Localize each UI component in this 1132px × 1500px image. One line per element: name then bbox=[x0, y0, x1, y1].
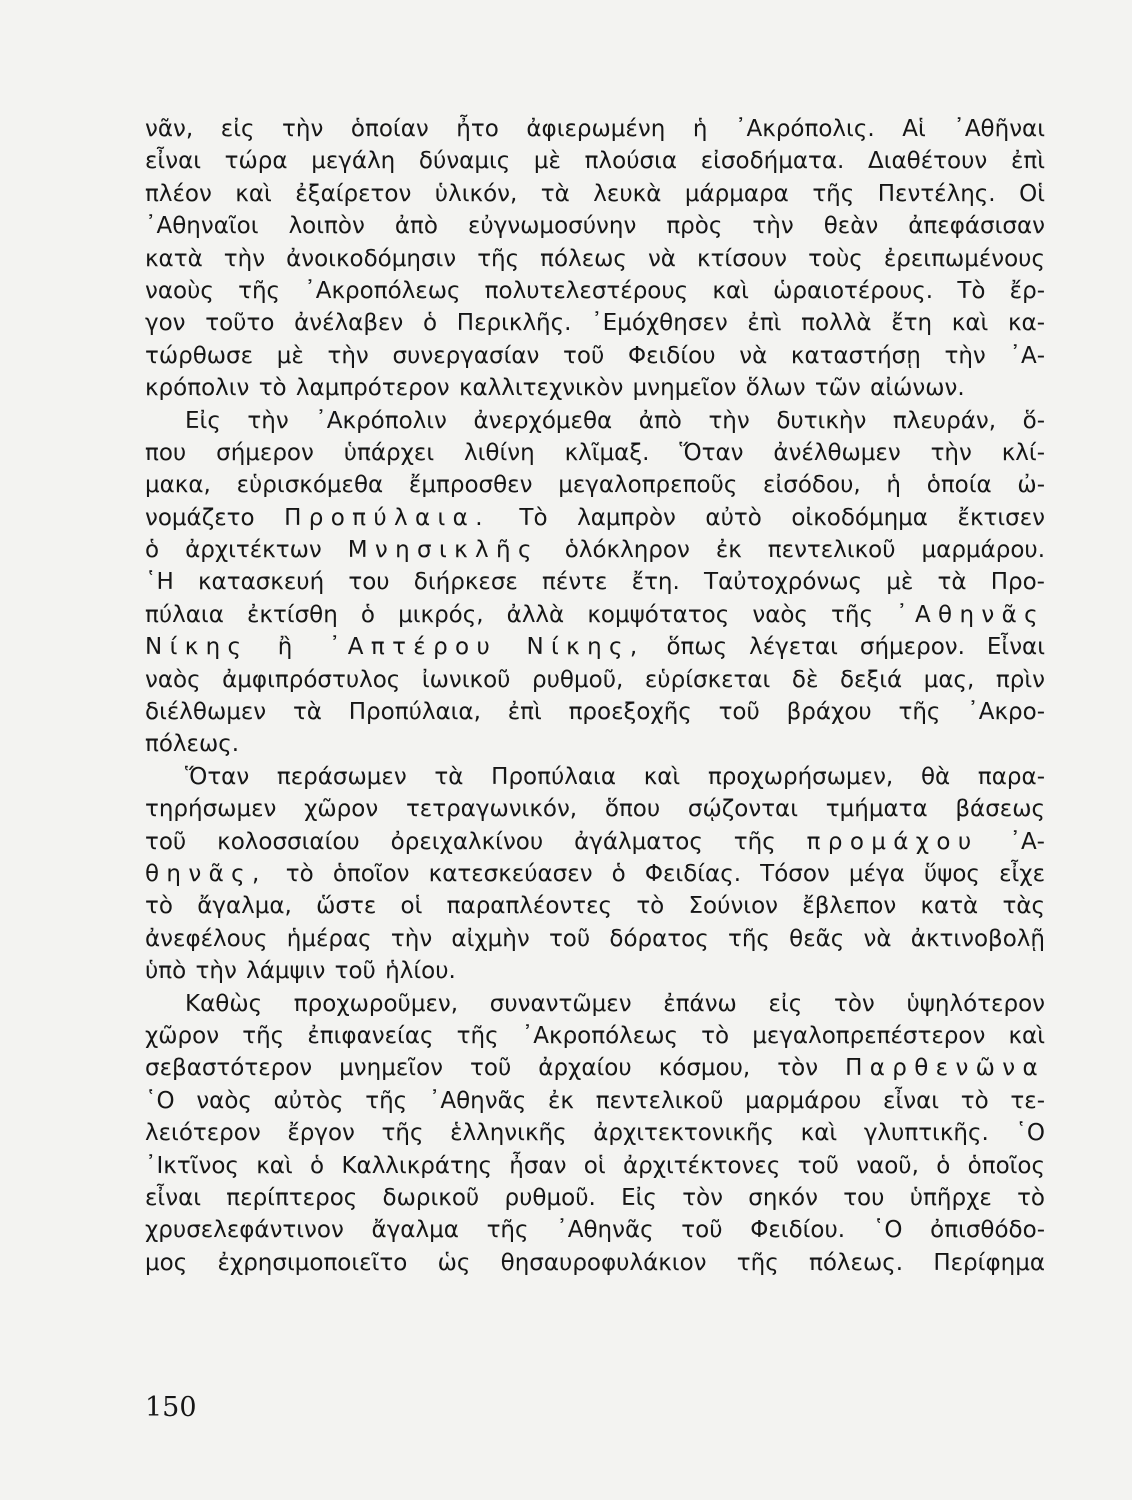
text-line bbox=[145, 826, 1045, 858]
text-segment: τὸ ὁποῖον κατεσκεύασεν ὁ Φειδίας. Τόσον μέγα ὕψος εἶχε bbox=[266, 860, 1045, 887]
text-segment: που σήμερον ὑπάρχει λιθίνη κλῖμαξ. Ὅταν ἀνέλθωμεν τὴν κλί- bbox=[145, 439, 1045, 466]
text-line bbox=[145, 178, 1045, 210]
text-segment: ὁλόκληρον ἐκ πεντελικοῦ μαρμάρου. bbox=[538, 537, 1046, 564]
text-segment: μος ἐχρησιμοποιεῖτο ὡς θησαυροφυλάκιον τῆς πόλεως. Περίφημα bbox=[145, 1249, 1045, 1276]
text-line bbox=[145, 631, 1045, 663]
text-line bbox=[145, 664, 1045, 696]
text-segment: κρόπολιν τὸ λαμπρότερον καλλιτεχνικὸν μνημεῖον ὅλων τῶν αἰώνων. bbox=[145, 375, 965, 402]
text-line bbox=[145, 599, 1045, 631]
text-line bbox=[145, 761, 1045, 793]
text-line bbox=[145, 1117, 1045, 1149]
text-line bbox=[145, 437, 1045, 469]
text-line bbox=[145, 307, 1045, 339]
text-line bbox=[145, 793, 1045, 825]
text-line bbox=[145, 372, 1045, 404]
text-segment: διέλθωμεν τὰ Προπύλαια, ἐπὶ προεξοχῆς τοῦ βράχου τῆς ᾿Ακρο- bbox=[145, 699, 1045, 726]
spaced-emphasis: Νίκης ἢ ᾿Απτέρου Νίκης, bbox=[145, 634, 645, 661]
text-segment: ὁ ἀρχιτέκτων bbox=[145, 537, 348, 564]
text-segment: τὸ ἄγαλμα, ὥστε οἱ παραπλέοντες τὸ Σούνιον ἔβλεπον κατὰ τὰς bbox=[145, 893, 1045, 920]
text-segment: ναοὺς τῆς ᾿Ακροπόλεως πολυτελεστέρους καὶ ὡραιοτέρους. Τὸ ἔρ- bbox=[145, 277, 1045, 304]
text-segment: νᾶν, εἰς τὴν ὁποίαν ἦτο ἀφιερωμένη ἡ ᾿Ακρόπολις. Αἱ ᾿Αθῆναι bbox=[145, 116, 1045, 142]
text-segment: ὑπὸ τὴν λάμψιν τοῦ ἡλίου. bbox=[145, 958, 456, 985]
text-segment: Εἰς τὴν ᾿Ακρόπολιν ἀνερχόμεθα ἀπὸ τὴν δυτικὴν πλευράν, ὅ- bbox=[185, 407, 1045, 434]
text-segment: σεβαστότερον μνημεῖον τοῦ ἀρχαίου κόσμου, τὸν bbox=[145, 1055, 846, 1082]
text-segment: λειότερον ἔργον τῆς ἑλληνικῆς ἀρχιτεκτονικῆς καὶ γλυπτικῆς. ῾Ο bbox=[145, 1120, 1045, 1147]
page-number: 150 bbox=[145, 1392, 197, 1423]
text-segment: Ὅταν περάσωμεν τὰ Προπύλαια καὶ προχωρήσωμεν, θὰ παρα- bbox=[185, 763, 1045, 790]
text-segment: πλέον καὶ ἐξαίρετον ὑλικόν, τὰ λευκὰ μάρμαρα τῆς Πεντέλης. Οἱ bbox=[145, 180, 1045, 207]
text-segment: ᾿Ικτῖνος καὶ ὁ Καλλικράτης ἦσαν οἱ ἀρχιτέκτονες τοῦ ναοῦ, ὁ ὁποῖος bbox=[145, 1152, 1045, 1179]
text-line bbox=[145, 275, 1045, 307]
text-line bbox=[145, 405, 1045, 437]
text-line bbox=[145, 469, 1045, 501]
text-segment: μακα, εὑρισκόμεθα ἔμπροσθεν μεγαλοπρεποῦς εἰσόδου, ἡ ὁποία ὠ- bbox=[145, 472, 1045, 499]
text-segment: εἶναι περίπτερος δωρικοῦ ρυθμοῦ. Εἰς τὸν σηκόν του ὑπῆρχε τὸ bbox=[145, 1184, 1045, 1211]
text-line bbox=[145, 1150, 1045, 1182]
text-line bbox=[145, 1247, 1045, 1279]
text-segment: πύλαια ἐκτίσθη ὁ μικρός, ἀλλὰ κομψότατος ναὸς τῆς bbox=[145, 601, 897, 628]
text-line bbox=[145, 145, 1045, 177]
text-segment: πόλεως. bbox=[145, 731, 240, 758]
text-line bbox=[145, 728, 1045, 760]
text-line bbox=[145, 1052, 1045, 1084]
text-line bbox=[145, 858, 1045, 890]
text-segment: ὅπως λέγεται σήμερον. Εἶναι bbox=[644, 634, 1045, 661]
text-line bbox=[145, 502, 1045, 534]
text-line bbox=[145, 988, 1045, 1020]
spaced-emphasis: Προπύλαια. bbox=[284, 504, 490, 531]
spaced-emphasis: ᾿Αθηνᾶς bbox=[896, 601, 1045, 628]
text-line bbox=[145, 210, 1045, 242]
text-line bbox=[145, 1182, 1045, 1214]
text-segment: ναὸς ἀμφιπρόστυλος ἰωνικοῦ ρυθμοῦ, εὑρίσκεται δὲ δεξιά μας, πρὶν bbox=[145, 666, 1045, 693]
body-text bbox=[145, 113, 1045, 1279]
text-line bbox=[145, 243, 1045, 275]
text-line bbox=[145, 566, 1045, 598]
text-segment: Καθὼς προχωροῦμεν, συναντῶμεν ἐπάνω εἰς τὸν ὑψηλότερον bbox=[185, 990, 1045, 1017]
text-line bbox=[145, 113, 1045, 145]
text-segment: ᾿Αθηναῖοι λοιπὸν ἀπὸ εὐγνωμοσύνην πρὸς τὴν θεὰν ἀπεφάσισαν bbox=[145, 213, 1045, 240]
text-line bbox=[145, 923, 1045, 955]
text-segment: ᾿Α- bbox=[978, 828, 1045, 855]
text-line bbox=[145, 1085, 1045, 1117]
spaced-emphasis: Παρθενῶνα bbox=[845, 1055, 1045, 1082]
text-segment: ῾Ο ναὸς αὐτὸς τῆς ᾿Αθηνᾶς ἐκ πεντελικοῦ μαρμάρου εἶναι τὸ τε- bbox=[145, 1087, 1045, 1114]
text-segment: νομάζετο bbox=[145, 504, 285, 531]
text-line bbox=[145, 534, 1045, 566]
text-line bbox=[145, 955, 1045, 987]
text-segment: τηρήσωμεν χῶρον τετραγωνικόν, ὅπου σῴζονται τμήματα βάσεως bbox=[145, 796, 1045, 823]
text-segment: Τὸ λαμπρὸν αὐτὸ οἰκοδόμημα ἔκτισεν bbox=[489, 504, 1045, 531]
text-line bbox=[145, 1020, 1045, 1052]
text-segment: τώρθωσε μὲ τὴν συνεργασίαν τοῦ Φειδίου νὰ καταστήσῃ τὴν ᾿Α- bbox=[145, 342, 1045, 369]
text-segment: ἀνεφέλους ἡμέρας τὴν αἰχμὴν τοῦ δόρατος τῆς θεᾶς νὰ ἀκτινοβολῇ bbox=[145, 925, 1045, 952]
text-segment: κατὰ τὴν ἀνοικοδόμησιν τῆς πόλεως νὰ κτίσουν τοὺς ἐρειπωμένους bbox=[145, 245, 1045, 272]
text-segment: χρυσελεφάντινον ἄγαλμα τῆς ᾿Αθηνᾶς τοῦ Φειδίου. ῾Ο ὀπισθόδο- bbox=[145, 1217, 1045, 1244]
text-line bbox=[145, 696, 1045, 728]
text-segment: εἶναι τώρα μεγάλη δύναμις μὲ πλούσια εἰσοδήματα. Διαθέτουν ἐπὶ bbox=[145, 148, 1045, 175]
text-segment: χῶρον τῆς ἐπιφανείας τῆς ᾿Ακροπόλεως τὸ μεγαλοπρεπέστερον καὶ bbox=[145, 1022, 1045, 1049]
text-line bbox=[145, 340, 1045, 372]
text-line bbox=[145, 1214, 1045, 1246]
spaced-emphasis: προμάχου bbox=[806, 828, 979, 855]
text-segment: ῾Η κατασκευή του διήρκεσε πέντε ἔτη. Ταὐτοχρόνως μὲ τὰ Προ- bbox=[145, 569, 1045, 596]
text-line bbox=[145, 890, 1045, 922]
text-segment: τοῦ κολοσσιαίου ὀρειχαλκίνου ἀγάλματος τῆς bbox=[145, 828, 807, 855]
spaced-emphasis: θηνᾶς, bbox=[145, 860, 267, 887]
text-segment: γον τοῦτο ἀνέλαβεν ὁ Περικλῆς. ᾿Εμόχθησεν ἐπὶ πολλὰ ἔτη καὶ κα- bbox=[145, 310, 1045, 337]
spaced-emphasis: Μνησικλῆς bbox=[347, 537, 539, 564]
